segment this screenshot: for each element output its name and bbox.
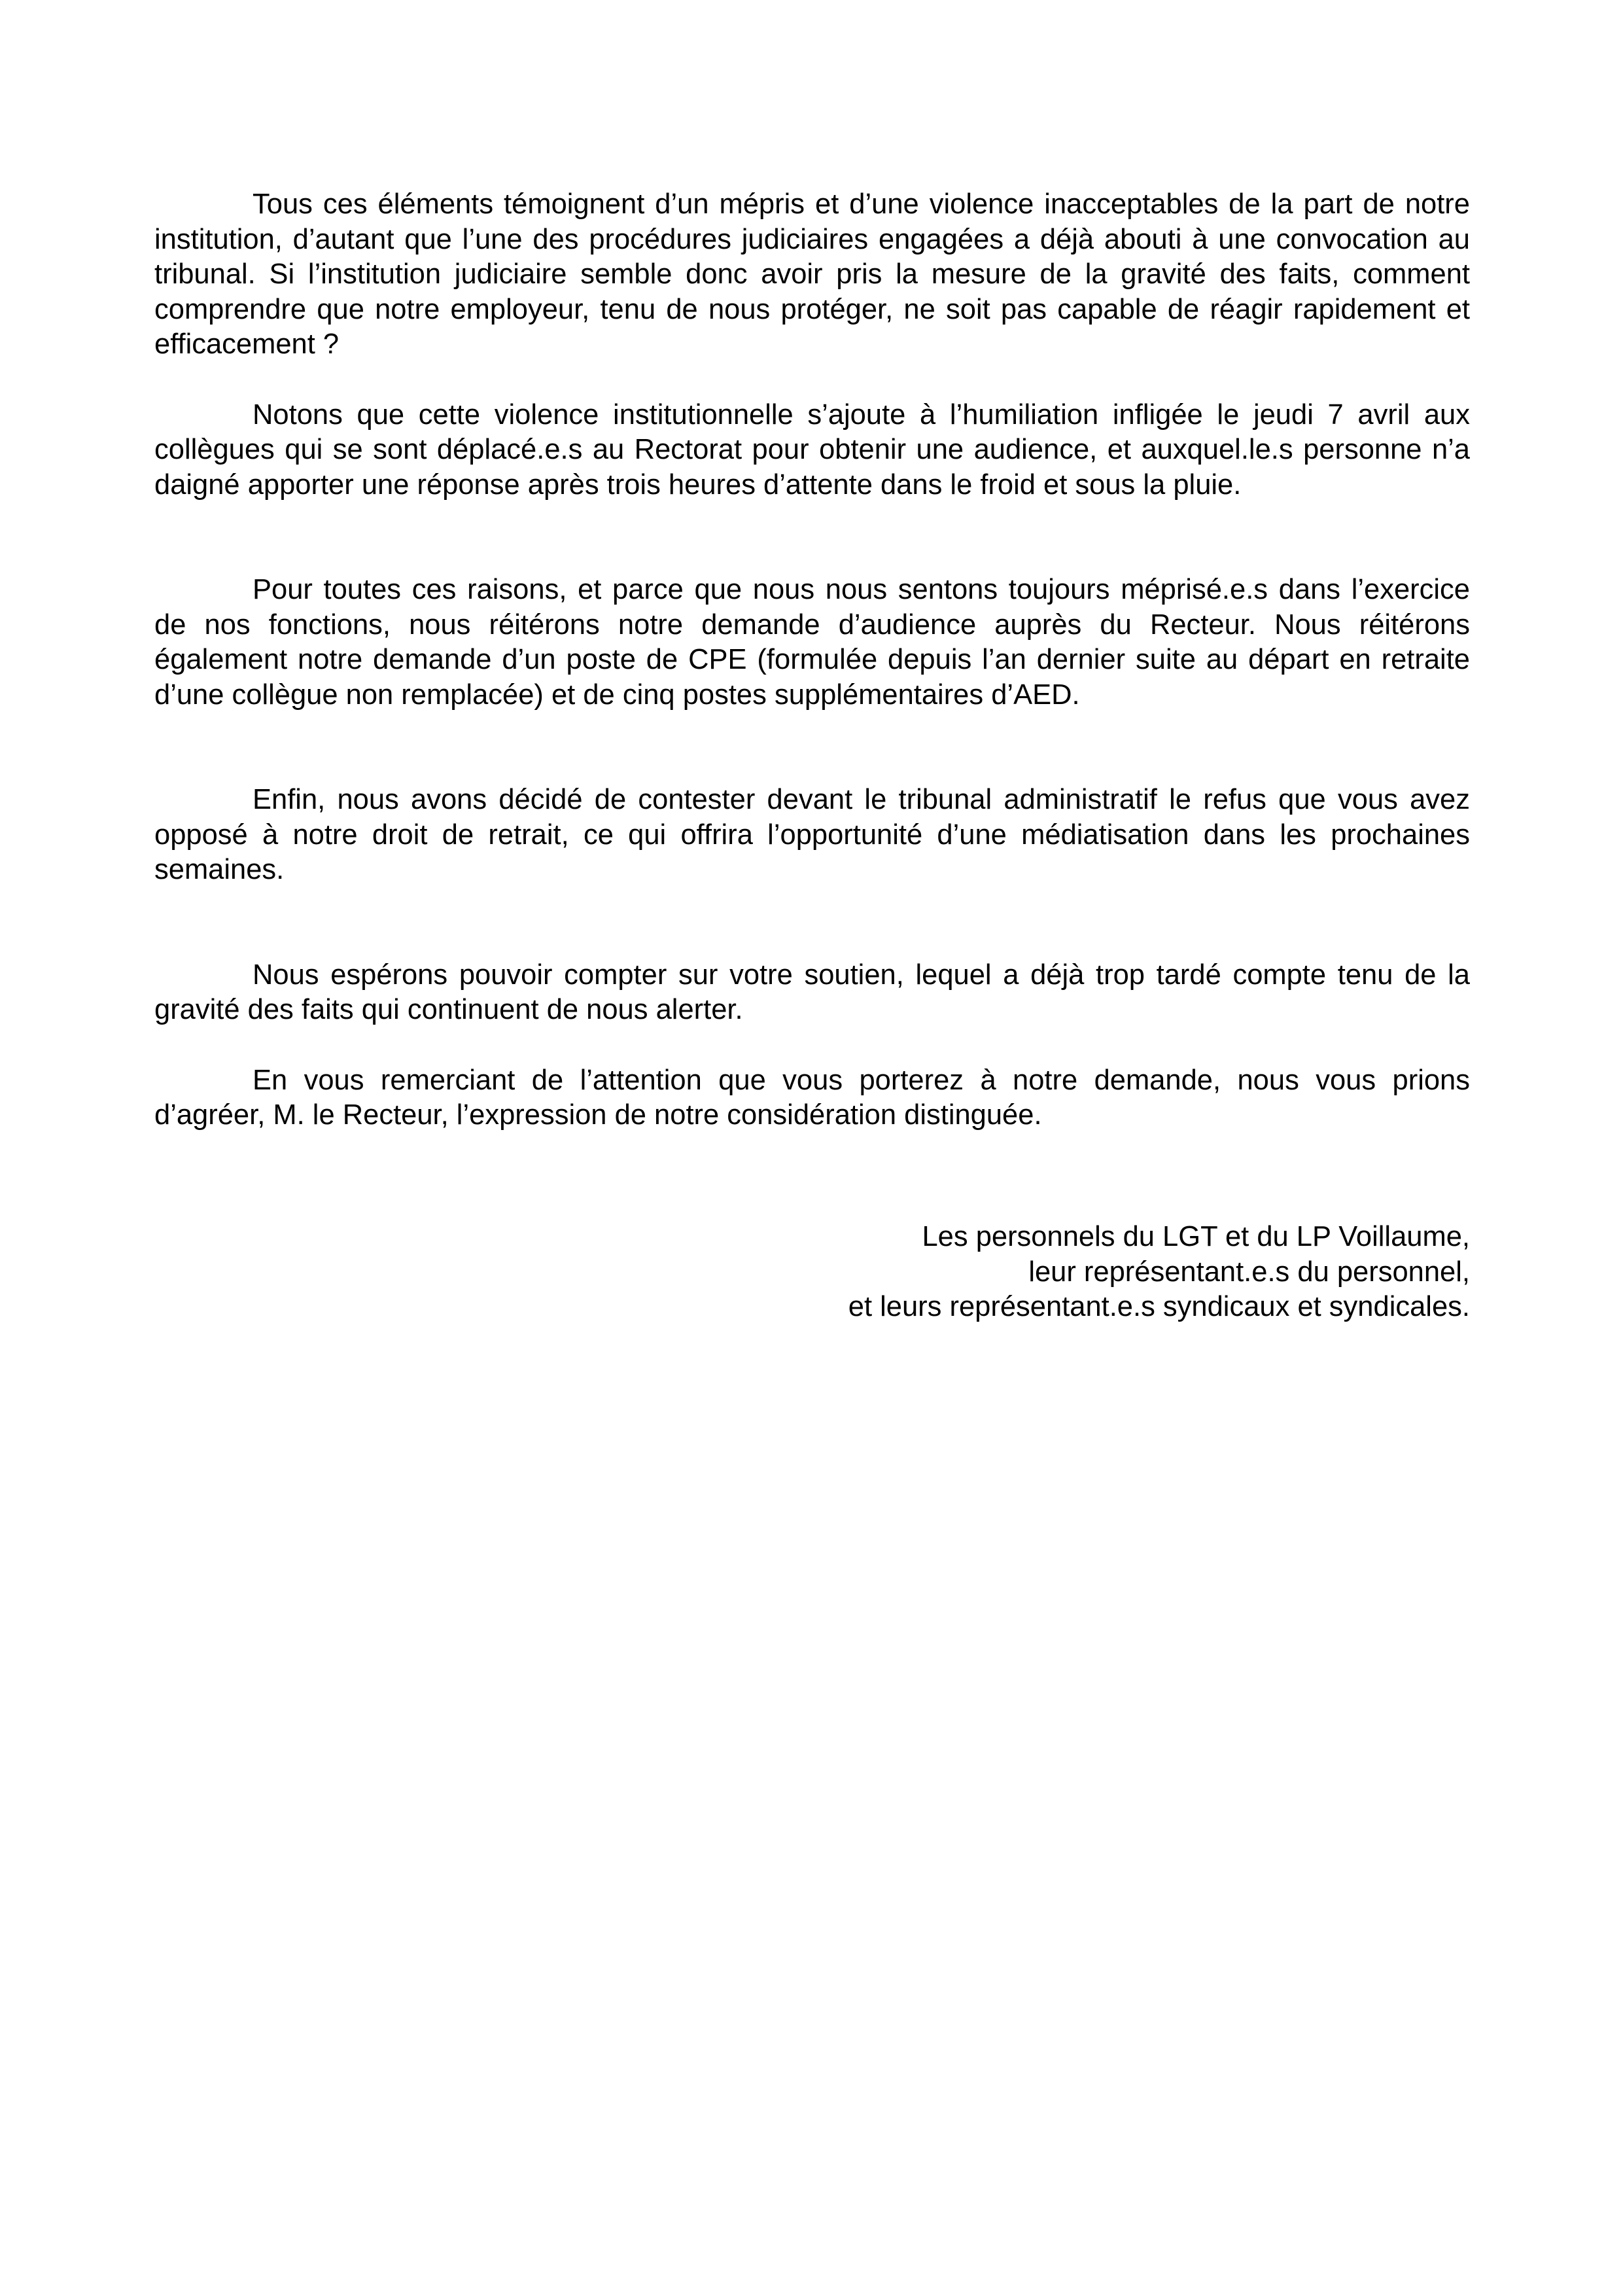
- letter-body: [154, 187, 1470, 1133]
- signature-block: [848, 1220, 1470, 1325]
- signature-line: et leurs représentant.e.s syndicaux et syndicales.: [848, 1291, 1470, 1322]
- paragraph-support: Nous espérons pouvoir compter sur votre soutien, lequel a déjà trop tardé compte tenu de la gravité des faits qui continuent de nous alerter.: [154, 959, 1470, 1025]
- paragraph-contempt: Tous ces éléments témoignent d’un mépris et d’une violence inacceptables de la part de notre institution, d’autant que l’une des procédures judiciaires engagées a déjà abouti à une convocation au tribunal. Si l’institution judiciaire semble donc avoir pris la mesure de la gravité des faits, comment comprendre que notre employeur, tenu de nous protéger, ne soit pas capable de réagir rapidement et efficacement ?: [154, 188, 1470, 360]
- signature-line: leur représentant.e.s du personnel,: [1028, 1256, 1470, 1288]
- paragraph-contest-refusal: Enfin, nous avons décidé de contester devant le tribunal administratif le refus que vous avez opposé à notre droit de retrait, ce qui offrira l’opportunité d’une médiatisation dans les prochaines semaines.: [154, 784, 1470, 885]
- paragraph-closing: En vous remerciant de l’attention que vous porterez à notre demande, nous vous prions d’agréer, M. le Recteur, l’expression de notre considération distinguée.: [154, 1064, 1470, 1131]
- paragraph-institutional-violence: Notons que cette violence institutionnelle s’ajoute à l’humiliation infligée le jeudi 7 avril aux collègues qui se sont déplacé.e.s au Rectorat pour obtenir une audience, et auxquel.le.s personne n’a daigné apporter une réponse après trois heures d’attente dans le froid et sous la pluie.: [154, 398, 1470, 501]
- signature-line: Les personnels du LGT et du LP Voillaume,: [922, 1221, 1470, 1252]
- paragraph-demands: Pour toutes ces raisons, et parce que nous nous sentons toujours méprisé.e.s dans l’exercice de nos fonctions, nous réitérons notre demande d’audience auprès du Recteur. Nous réitérons également notre demande d’un poste de CPE (formulée depuis l’an dernier suite au départ en retraite d’une collègue non remplacée) et de cinq postes supplémentaires d’AED.: [154, 574, 1470, 711]
